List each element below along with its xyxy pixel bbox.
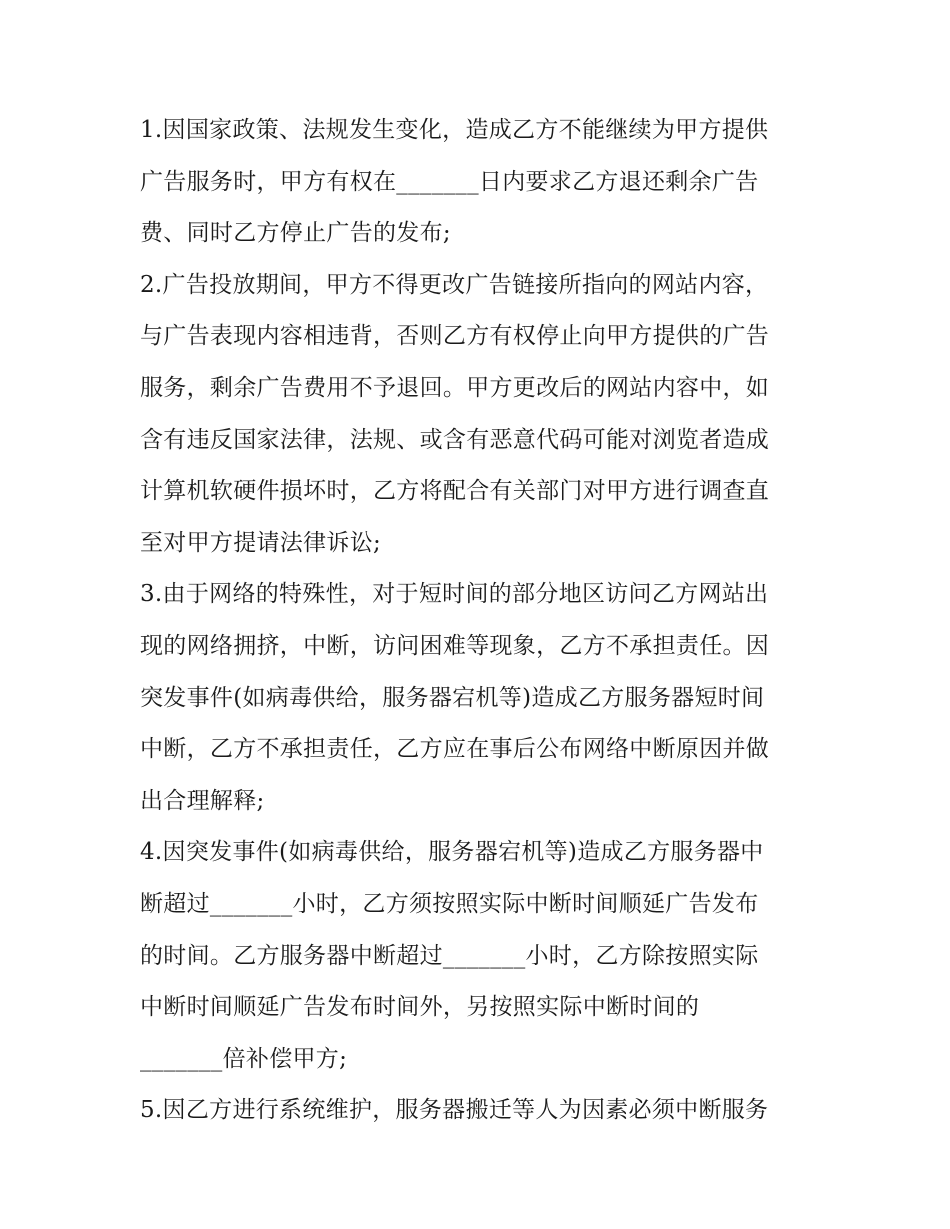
text-line: 突发事件(如病毒供给，服务器宕机等)造成乙方服务器短时间 (140, 684, 765, 711)
text-line: 3.由于网络的特殊性，对于短时间的部分地区访问乙方网站出 (140, 581, 769, 608)
text-line: 广告服务时，甲方有权在_______日内要求乙方退还剩余广告 (140, 168, 759, 195)
text-line: 1.因国家政策、法规发生变化，造成乙方不能继续为甲方提供 (140, 117, 769, 143)
text-line: 含有违反国家法律，法规、或含有恶意代码可能对浏览者造成 (140, 426, 770, 453)
text-line: 与广告表现内容相违背，否则乙方有权停止向甲方提供的广告 (140, 323, 770, 350)
text-line: 2.广告投放期间，甲方不得更改广告链接所指向的网站内容， (140, 271, 769, 298)
text-line: 费、同时乙方停止广告的发布; (140, 220, 451, 247)
text-line: 4.因突发事件(如病毒供给，服务器宕机等)造成乙方服务器中 (140, 839, 764, 866)
text-line: 中断时间顺延广告发布时间外，另按照实际中断时间的 (140, 994, 700, 1021)
text-line: 断超过_______小时，乙方须按照实际中断时间顺延广告发布 (140, 890, 759, 917)
text-line: 至对甲方提请法律诉讼; (140, 529, 382, 556)
text-line: 中断，乙方不承担责任，乙方应在事后公布网络中断原因并做 (140, 736, 770, 763)
text-line: 现的网络拥挤，中断，访问困难等现象，乙方不承担责任。因 (140, 632, 770, 659)
text-line: _______倍补偿甲方; (140, 1045, 348, 1072)
document-body (140, 105, 820, 1137)
text-line: 的时间。乙方服务器中断超过_______小时，乙方除按照实际 (140, 942, 759, 969)
text-line: 计算机软硬件损坏时，乙方将配合有关部门对甲方进行调查直 (140, 478, 770, 505)
text-line: 出合理解释; (140, 787, 265, 814)
text-line: 服务，剩余广告费用不予退回。甲方更改后的网站内容中，如 (140, 374, 770, 401)
text-line: 5.因乙方进行系统维护，服务器搬迁等人为因素必须中断服务 (140, 1097, 769, 1124)
